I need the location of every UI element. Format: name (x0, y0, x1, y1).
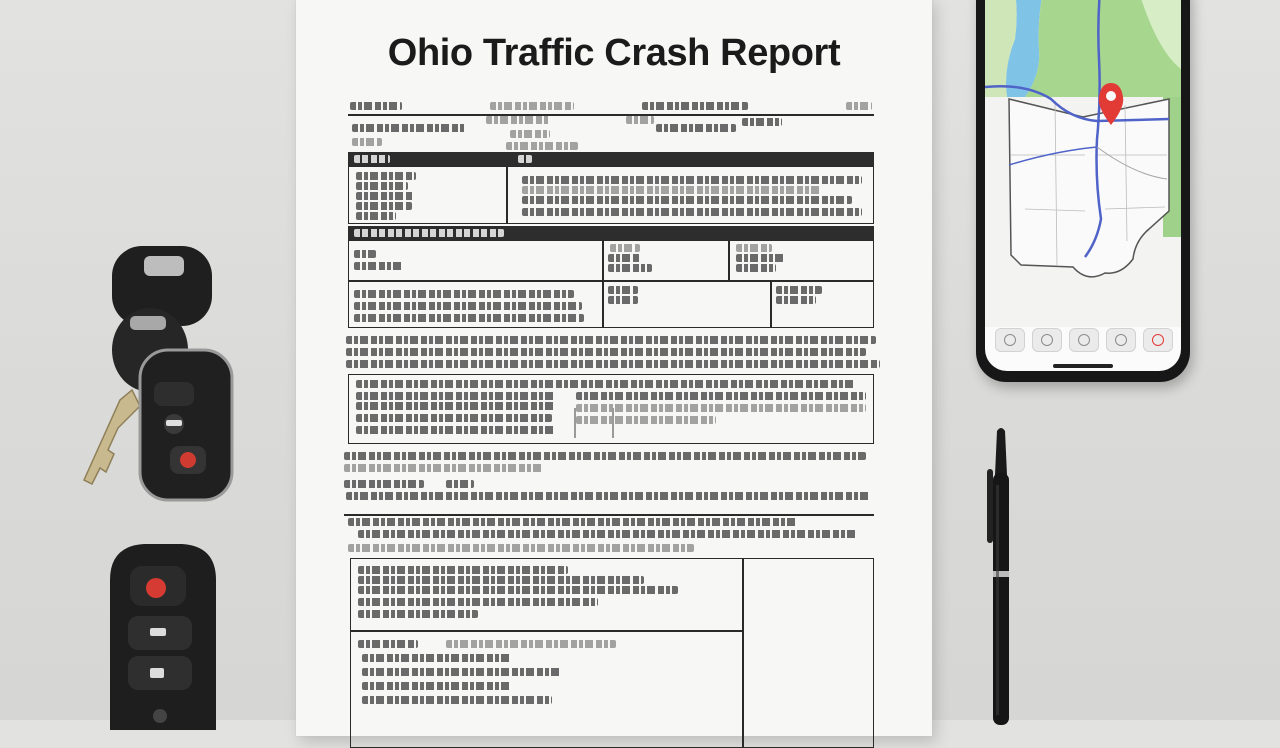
location-icon[interactable] (1143, 328, 1173, 352)
home-indicator[interactable] (1053, 364, 1113, 368)
nav-icon-1[interactable] (995, 328, 1025, 352)
nav-icon-3[interactable] (1069, 328, 1099, 352)
phone-screen (985, 0, 1181, 371)
pen (975, 425, 1025, 725)
remote-key-fob (100, 540, 230, 730)
crash-report-document (296, 0, 932, 736)
document-title: Ohio Traffic Crash Report (387, 32, 841, 74)
nav-icon-2[interactable] (1032, 328, 1062, 352)
map-view[interactable] (985, 0, 1181, 327)
car-key-with-fob (70, 240, 270, 530)
nav-icon-4[interactable] (1106, 328, 1136, 352)
smartphone (976, 0, 1190, 382)
